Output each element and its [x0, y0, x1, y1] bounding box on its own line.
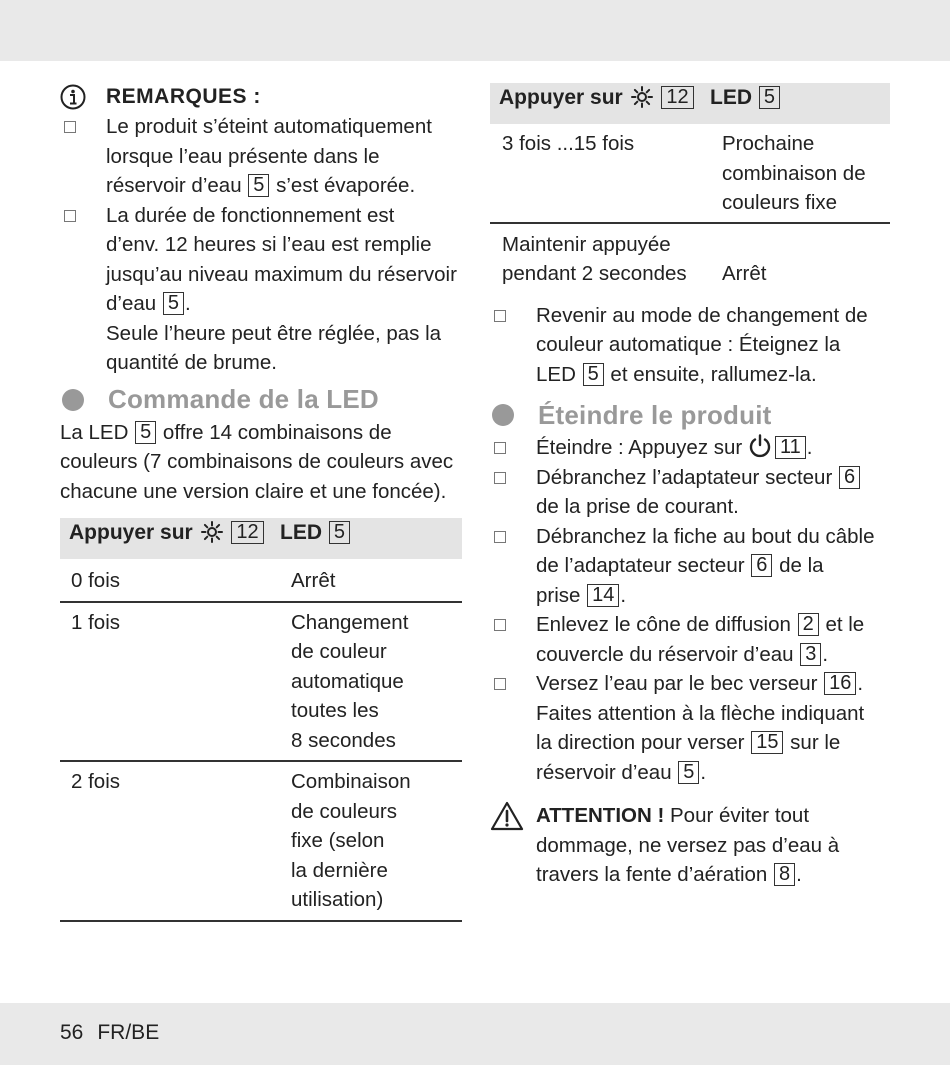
- text-line: Seule l’heure peut être réglée, pas la: [106, 321, 442, 345]
- section-title: Commande de la LED: [108, 384, 379, 414]
- top-band: [0, 0, 950, 61]
- ref-box: 5: [583, 363, 604, 386]
- ref-box: 5: [759, 86, 780, 109]
- section-heading-off: [490, 397, 890, 433]
- ref-box: 2: [798, 613, 819, 636]
- ref-box: 5: [678, 761, 699, 784]
- table-header: Appuyer sur 12 LED 5: [60, 518, 462, 559]
- page-number: 56: [60, 1021, 84, 1044]
- power-icon: [748, 434, 772, 458]
- bullet-square: [64, 121, 76, 133]
- page-footer: [60, 1021, 173, 1045]
- left-column: [60, 82, 462, 922]
- ref-box: 5: [248, 174, 269, 197]
- section-heading-led: [60, 382, 462, 418]
- off-item: Débranchez l’adaptateur secteur 6 de la prise de courant.: [490, 463, 890, 522]
- off-item: Débranchez la fiche au bout du câble de l’adaptateur secteur 6 de la prise 14 .: [490, 522, 890, 611]
- led-table-1: [60, 518, 462, 922]
- bullet-square: [494, 310, 506, 322]
- off-item: Éteindre : Appuyez sur 11 .: [490, 433, 890, 463]
- led-paragraph: La LED 5 offre 14 combinaisons de couleurs (7 combinaisons de couleurs avec chacune une version claire et une foncée).: [60, 420, 454, 503]
- bullet-square: [494, 619, 506, 631]
- ref-box: 8: [774, 863, 795, 886]
- warning-block: ATTENTION ! Pour éviter tout dommage, ne versez pas d’eau à travers la fente d’aération 8 .: [490, 801, 890, 890]
- table-row: 1 fois Changement de couleur automatique toutes les 8 secondes: [60, 602, 462, 762]
- ref-box: 5: [329, 521, 350, 544]
- bullet-square: [494, 442, 506, 454]
- table-row: Maintenir appuyée pendant 2 secondes Arrêt: [502, 232, 767, 285]
- table-row: 2 fois Combinaison de couleurs fixe (selon la dernière utilisation): [60, 761, 462, 921]
- text-line: La durée de fonctionnement est: [106, 203, 395, 227]
- table-header: Appuyer sur 12 LED 5: [490, 83, 890, 124]
- off-item: Versez l’eau par le bec verseur 16 . Faites attention à la flèche indiquant la direction pour verser 15 sur le réservoir d’eau 5 .: [490, 669, 890, 787]
- right-column: [490, 83, 890, 890]
- text-line: quantité de brume.: [106, 351, 277, 374]
- table-row: 0 fois Arrêt: [60, 559, 462, 602]
- section-dot: [62, 389, 84, 411]
- ref-box: 15: [751, 731, 783, 754]
- off-item: Enlevez le cône de diffusion 2 et le couvercle du réservoir d’eau 3 .: [490, 610, 890, 669]
- revert-item: Revenir au mode de changement de couleur automatique : Éteignez la LED 5 et ensuite, rallumez-la.: [490, 301, 890, 390]
- bullet-square: [64, 210, 76, 222]
- section-dot: [492, 404, 514, 426]
- text-line: d’env. 12 heures si l’eau est remplie: [106, 233, 432, 256]
- text-line: Le produit s’éteint automatiquement: [106, 115, 432, 138]
- ref-box: 12: [231, 521, 263, 544]
- ref-box: 5: [135, 421, 156, 444]
- text-line: réservoir d’eau 5 s’est évaporée.: [106, 174, 416, 197]
- ref-box: 16: [824, 672, 856, 695]
- text-line: jusqu’au niveau maximum du réservoir: [106, 262, 457, 286]
- info-icon: [60, 84, 86, 110]
- warning-icon: [490, 801, 524, 831]
- bullet-square: [494, 678, 506, 690]
- ref-box: 3: [800, 643, 821, 666]
- ref-box: 12: [661, 86, 693, 109]
- ref-box: 11: [775, 436, 806, 459]
- warning-label: ATTENTION !: [536, 804, 665, 827]
- notes-item: [60, 112, 462, 201]
- bullet-square: [494, 531, 506, 543]
- light-button-icon: [201, 521, 223, 543]
- ref-box: 5: [163, 292, 184, 315]
- led-table-2: [490, 83, 890, 293]
- ref-box: 6: [751, 554, 772, 577]
- language-code: FR/BE: [97, 1021, 160, 1044]
- section-title: Éteindre le produit: [538, 399, 772, 430]
- table-row: 3 fois ...15 fois Prochaine combinaison de couleurs fixe: [490, 124, 890, 223]
- ref-box: 14: [587, 584, 619, 607]
- bullet-square: [494, 472, 506, 484]
- text-line: d’eau 5 .: [106, 292, 191, 315]
- notes-item: [60, 201, 462, 378]
- notes-heading: [60, 82, 462, 112]
- notes-title: REMARQUES :: [106, 85, 261, 108]
- ref-box: 6: [839, 466, 860, 489]
- text-line: lorsque l’eau présente dans le: [106, 144, 380, 168]
- light-button-icon: [631, 86, 653, 108]
